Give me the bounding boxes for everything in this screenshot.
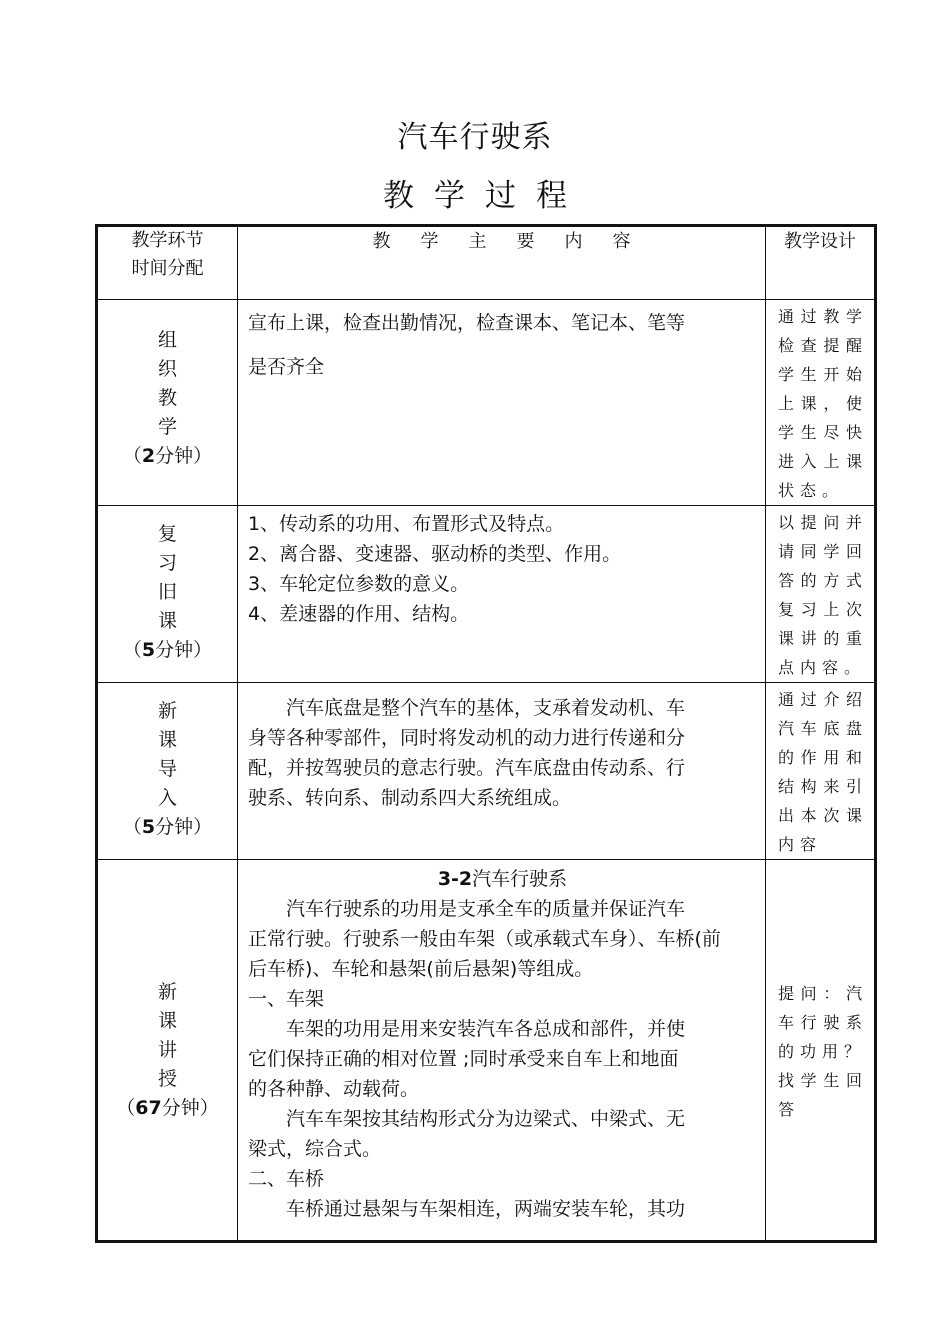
table-row — [97, 860, 876, 1242]
stage-char: 授 — [157, 1067, 177, 1090]
content-cell — [238, 506, 766, 683]
content-line: 的各种静、动载荷。 — [248, 1078, 420, 1100]
table-row — [97, 506, 876, 683]
design-cell: 以提问并请同学回答的方式复习上次课讲的重点内容。 — [766, 506, 876, 683]
content-line: 身等各种零部件，同时将发动机的动力进行传递和分 — [248, 727, 686, 749]
stage-char: 导 — [157, 758, 177, 780]
stage-char: 习 — [157, 552, 177, 574]
content-line: 配，并按驾驶员的意志行驶。汽车底盘由传动系、行 — [248, 757, 686, 779]
stage-char: 课 — [157, 1009, 177, 1032]
time-number: 2 — [141, 445, 156, 467]
content-line: 二、车桥 — [248, 1168, 325, 1190]
content-line: 一、车架 — [248, 988, 325, 1010]
content-cell — [238, 300, 766, 506]
table-header-row — [97, 226, 876, 300]
content-line: 宣布上课，检查出勤情况，检查课本、笔记本、笔等 — [248, 312, 686, 334]
header-stage-line1: 教学环节 — [131, 230, 204, 251]
time-suffix: 分钟） — [155, 816, 213, 838]
content-line: 2、离合器、变速器、驱动桥的类型、作用。 — [248, 543, 622, 565]
time-prefix: （ — [122, 445, 142, 467]
time-suffix: 分钟） — [161, 1096, 219, 1119]
content-line: 后车桥)、车轮和悬架(前后悬架)等组成。 — [248, 958, 594, 980]
stage-char: 教 — [157, 387, 177, 409]
stage-cell — [97, 300, 238, 506]
header-stage-cell — [97, 226, 238, 300]
stage-char: 入 — [157, 787, 177, 809]
stage-char: 新 — [157, 980, 177, 1003]
content-line: 驶系、转向系、制动系四大系统组成。 — [248, 787, 572, 809]
design-line: 提问：汽车行驶系的功用？ — [778, 983, 868, 1061]
document-title: 汽车行驶系 — [397, 120, 553, 155]
stage-char: 复 — [157, 523, 177, 545]
header-content-cell: 教学主要内容 — [238, 226, 766, 300]
design-line: 找学生回答 — [778, 1070, 868, 1119]
stage-char: 织 — [157, 358, 177, 380]
content-line: 它们保持正确的相对位置 ;同时承受来自车上和地面 — [248, 1048, 679, 1070]
time-prefix: （ — [122, 639, 142, 661]
time-number: 5 — [141, 639, 156, 661]
stage-char: 课 — [157, 729, 177, 751]
content-line: 梁式，综合式。 — [248, 1138, 382, 1160]
time-suffix: 分钟） — [155, 639, 213, 661]
time-number: 67 — [135, 1096, 162, 1119]
content-line: 是否齐全 — [248, 356, 325, 378]
stage-cell — [97, 506, 238, 683]
content-line: 汽车行驶系的功用是支承全车的质量并保证汽车 — [286, 898, 686, 920]
stage-char: 新 — [157, 700, 177, 722]
stage-cell — [97, 683, 238, 860]
stage-char: 讲 — [157, 1038, 177, 1061]
content-cell — [238, 683, 766, 860]
stage-time — [98, 636, 237, 665]
document-subtitle: 教学过程 — [383, 178, 587, 214]
content-cell — [238, 860, 766, 1242]
section-title: 汽车行驶系 — [472, 868, 568, 890]
time-prefix: （ — [122, 816, 142, 838]
table-row — [97, 300, 876, 506]
design-cell — [766, 860, 876, 1242]
stage-char: 组 — [157, 329, 177, 351]
header-design-cell: 教学设计 — [766, 226, 876, 300]
content-line: 车桥通过悬架与车架相连，两端安装车轮，其功 — [286, 1198, 686, 1220]
stage-char: 学 — [157, 416, 177, 438]
content-line: 4、差速器的作用、结构。 — [248, 603, 470, 625]
time-suffix: 分钟） — [155, 445, 213, 467]
table-row — [97, 683, 876, 860]
time-prefix: （ — [116, 1096, 136, 1119]
header-stage-line2: 时间分配 — [131, 258, 204, 279]
content-line: 汽车底盘是整个汽车的基体，支承着发动机、车 — [286, 697, 686, 719]
content-line: 1、传动系的功用、布置形式及特点。 — [248, 513, 565, 535]
stage-time — [98, 442, 237, 471]
content-line: 3、车轮定位参数的意义。 — [248, 573, 470, 595]
stage-char: 旧 — [157, 581, 177, 603]
section-heading — [248, 864, 757, 894]
section-number: 3-2 — [437, 868, 473, 890]
stage-char: 课 — [157, 610, 177, 632]
lesson-plan-table — [95, 224, 877, 1243]
time-number: 5 — [141, 816, 156, 838]
content-line: 车架的功用是用来安装汽车各总成和部件，并使 — [286, 1018, 686, 1040]
design-cell: 通过教学检查提醒学生开始上课，使学生尽快进入上课状态。 — [766, 300, 876, 506]
content-line: 正常行驶。行驶系一般由车架（或承载式车身）、车桥(前 — [248, 928, 721, 950]
stage-time — [98, 1094, 237, 1123]
stage-cell — [97, 860, 238, 1242]
design-cell: 通过介绍汽车底盘的作用和结构来引出本次课内容 — [766, 683, 876, 860]
stage-time — [98, 813, 237, 842]
content-line: 汽车车架按其结构形式分为边梁式、中梁式、无 — [286, 1108, 686, 1130]
